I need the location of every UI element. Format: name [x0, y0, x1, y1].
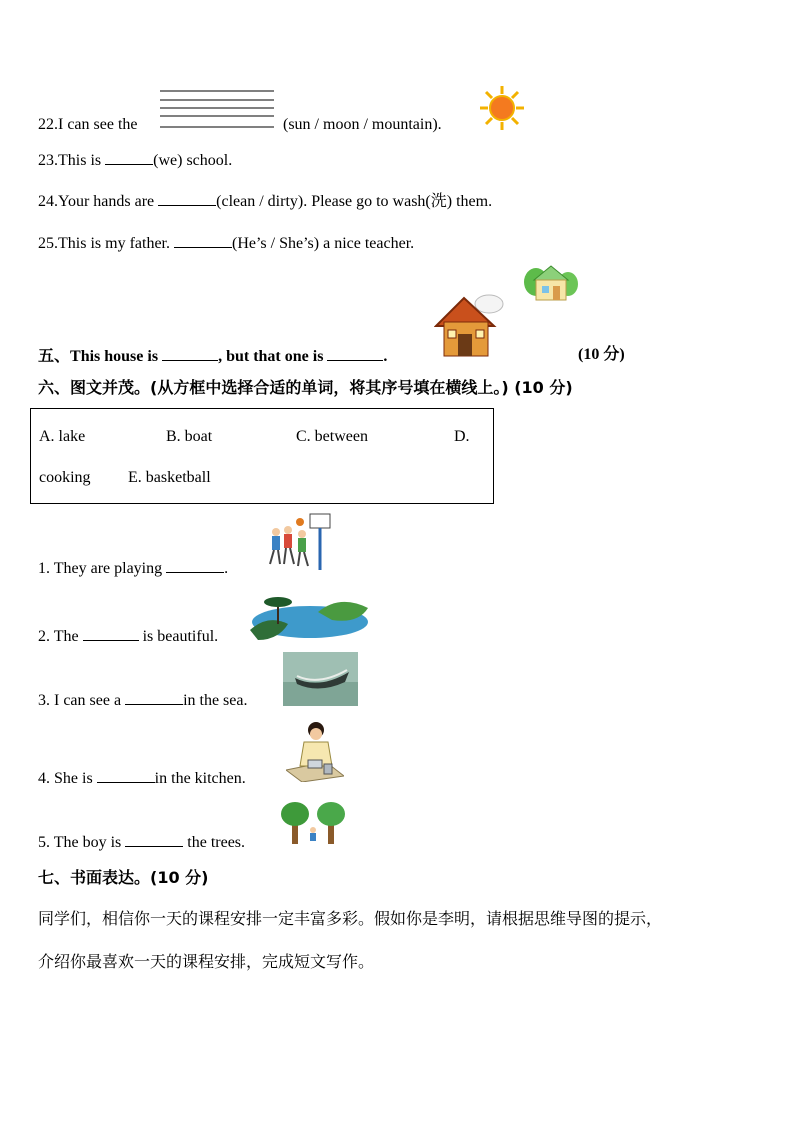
q22-options: (sun / moon / mountain). — [283, 116, 442, 133]
trees-image — [280, 800, 346, 846]
section5-part1: This house is — [70, 348, 159, 365]
option-c: C. between — [296, 428, 368, 445]
item-4 — [38, 768, 246, 789]
section-5 — [38, 345, 387, 367]
option-b: B. boat — [166, 428, 213, 445]
section5-part3: . — [383, 348, 388, 365]
item-5 — [38, 832, 245, 853]
item-1-blank[interactable] — [166, 558, 224, 573]
big-house-image — [434, 292, 506, 358]
sun-icon — [478, 84, 526, 132]
option-d-continued: cooking — [39, 469, 91, 486]
section5-part2: , but that one is — [218, 348, 324, 365]
item-2-after: is beautiful. — [142, 628, 219, 645]
section-7-paragraph-line-2: 介绍你最喜欢一天的课程安排，完成短文写作。 — [38, 952, 375, 971]
basketball-image — [262, 512, 334, 574]
item-2-before: 2. The — [38, 628, 79, 645]
option-d: D. — [454, 428, 470, 445]
item-3-before: 3. I can see a — [38, 692, 122, 709]
item-3 — [38, 690, 247, 711]
q22-text: I can see the — [58, 116, 138, 133]
section5-blank-1[interactable] — [162, 346, 218, 361]
small-house-image — [524, 262, 578, 304]
item-1 — [38, 558, 228, 579]
q23-after: (we) school. — [153, 152, 233, 169]
item-5-after: the trees. — [187, 834, 246, 851]
q23-number: 23. — [38, 152, 58, 169]
item-1-after: . — [224, 560, 229, 577]
q23-blank[interactable] — [105, 150, 153, 165]
section5-blank-2[interactable] — [327, 346, 383, 361]
question-23 — [38, 150, 232, 171]
item-4-after: in the kitchen. — [154, 770, 246, 787]
q24-number: 24. — [38, 193, 58, 210]
q22-blank-lines — [160, 88, 274, 130]
item-2 — [38, 626, 218, 647]
q24-after: (clean / dirty). Please go to wash(洗) them. — [216, 193, 493, 210]
item-2-blank[interactable] — [83, 626, 139, 641]
option-a: A. lake — [39, 428, 86, 445]
word-box — [30, 408, 494, 504]
q25-after: (He’s / She’s) a nice teacher. — [231, 235, 415, 252]
q24-before: Your hands are — [58, 193, 155, 210]
q25-number: 25. — [38, 235, 58, 252]
item-1-before: 1. They are playing — [38, 560, 163, 577]
question-22 — [38, 115, 138, 135]
section5-score: (10 分) — [578, 346, 625, 363]
item-3-blank[interactable] — [125, 690, 183, 705]
item-3-after: in the sea. — [183, 692, 248, 709]
item-5-before: 5. The boy is — [38, 834, 122, 851]
section-7-paragraph-line-1: 同学们，相信你一天的课程安排一定丰富多彩。假如你是李明，请根据思维导图的提示， — [38, 909, 663, 928]
question-25 — [38, 233, 414, 254]
q22-number: 22. — [38, 116, 58, 133]
q24-blank[interactable] — [158, 191, 216, 206]
question-24 — [38, 191, 492, 212]
cooking-image — [286, 720, 344, 782]
q25-blank[interactable] — [174, 233, 232, 248]
section-7-heading: 七、书面表达。(10 分) — [38, 868, 209, 887]
option-e: E. basketball — [128, 469, 211, 486]
q25-before: This is my father. — [58, 235, 170, 252]
item-4-blank[interactable] — [97, 768, 155, 783]
item-4-before: 4. She is — [38, 770, 93, 787]
lake-image — [248, 590, 370, 642]
section5-heading: 五、 — [38, 346, 71, 365]
item-5-blank[interactable] — [125, 832, 183, 847]
q23-before: This is — [58, 152, 102, 169]
section-6-heading: 六、图文并茂。(从方框中选择合适的单词，将其序号填在横线上。) (10 分) — [38, 378, 573, 397]
boat-image — [283, 652, 358, 706]
